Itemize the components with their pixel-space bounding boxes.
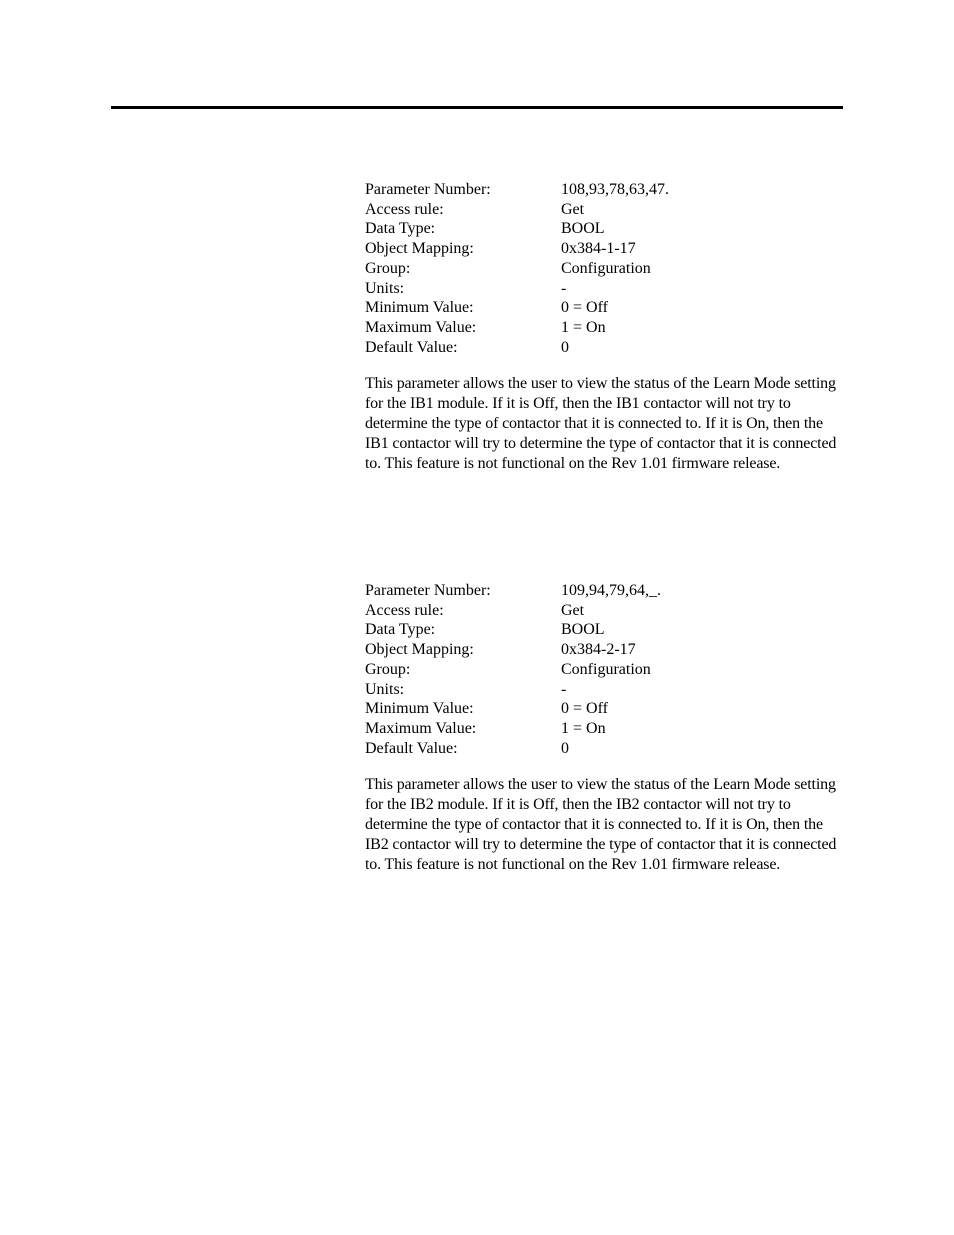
param-value: 0x384-2-17: [561, 641, 636, 659]
param-label: Access rule:: [365, 200, 444, 218]
param-value: 108,93,78,63,47.: [561, 181, 669, 198]
param-label: Minimum Value:: [365, 299, 474, 317]
param-label: Parameter Number:: [365, 582, 491, 599]
param-row-minimum-value: [365, 699, 845, 719]
param-row-data-type: [365, 219, 845, 239]
param-row-units: [365, 680, 845, 700]
param-label: Object Mapping:: [365, 641, 474, 659]
param-value: BOOL: [561, 220, 605, 238]
param-row-group: [365, 259, 845, 279]
param-row-units: [365, 279, 845, 299]
parameter-description: This parameter allows the user to view the status of the Learn Mode setting for the IB2 module. If it is Off, then the IB2 contactor will not try to determine the type of contactor that it is connected to. If it is On, then the IB2 contactor will try to determine the type of contactor that it is connected to. This feature is not functional on the Rev 1.01 firmware release.: [365, 776, 837, 874]
param-value: 1 = On: [561, 719, 606, 737]
param-label: Maximum Value:: [365, 318, 477, 336]
param-row-default-value: [365, 338, 845, 358]
param-value: 0x384-1-17: [561, 240, 636, 258]
param-label: Data Type:: [365, 621, 436, 639]
param-value: 0: [561, 338, 569, 356]
param-row-maximum-value: [365, 318, 845, 338]
parameter-description: This parameter allows the user to view the status of the Learn Mode setting for the IB1 module. If it is Off, then the IB1 contactor will not try to determine the type of contactor that it is connected to. If it is On, then the IB1 contactor will try to determine the type of contactor that it is connected to. This feature is not functional on the Rev 1.01 firmware release.: [365, 375, 837, 473]
param-label: Units:: [365, 680, 405, 698]
param-row-number: [365, 581, 845, 601]
param-row-group: [365, 660, 845, 680]
param-row-default-value: [365, 739, 845, 759]
param-row-object-mapping: [365, 239, 845, 259]
param-row-access-rule: [365, 601, 845, 621]
param-label: Default Value:: [365, 338, 458, 356]
param-row-minimum-value: [365, 298, 845, 318]
param-value: 0 = Off: [561, 299, 608, 317]
param-label: Object Mapping:: [365, 240, 474, 258]
param-value: Configuration: [561, 660, 651, 678]
param-label: Data Type:: [365, 220, 436, 238]
param-value: -: [561, 680, 567, 698]
param-label: Maximum Value:: [365, 719, 477, 737]
param-label: Units:: [365, 279, 405, 297]
param-value: Get: [561, 601, 585, 619]
parameter-table: [365, 581, 845, 758]
param-label: Group:: [365, 660, 411, 678]
param-label: Access rule:: [365, 601, 444, 619]
param-value: 109,94,79,64,_.: [561, 582, 661, 599]
param-value: 1 = On: [561, 318, 606, 336]
param-label: Default Value:: [365, 739, 458, 757]
param-row-number: [365, 180, 845, 200]
param-row-object-mapping: [365, 640, 845, 660]
param-row-data-type: [365, 620, 845, 640]
parameter-table: [365, 180, 845, 357]
param-row-access-rule: [365, 200, 845, 220]
param-value: Configuration: [561, 259, 651, 277]
header-rule: [111, 106, 843, 109]
param-label: Group:: [365, 259, 411, 277]
param-value: BOOL: [561, 621, 605, 639]
param-label: Minimum Value:: [365, 700, 474, 718]
param-row-maximum-value: [365, 719, 845, 739]
parameter-block-ib1: [365, 180, 845, 474]
parameter-block-ib2: [365, 581, 845, 875]
param-value: 0: [561, 739, 569, 757]
param-value: 0 = Off: [561, 700, 608, 718]
param-value: Get: [561, 200, 585, 218]
param-value: -: [561, 279, 567, 297]
param-label: Parameter Number:: [365, 181, 491, 198]
